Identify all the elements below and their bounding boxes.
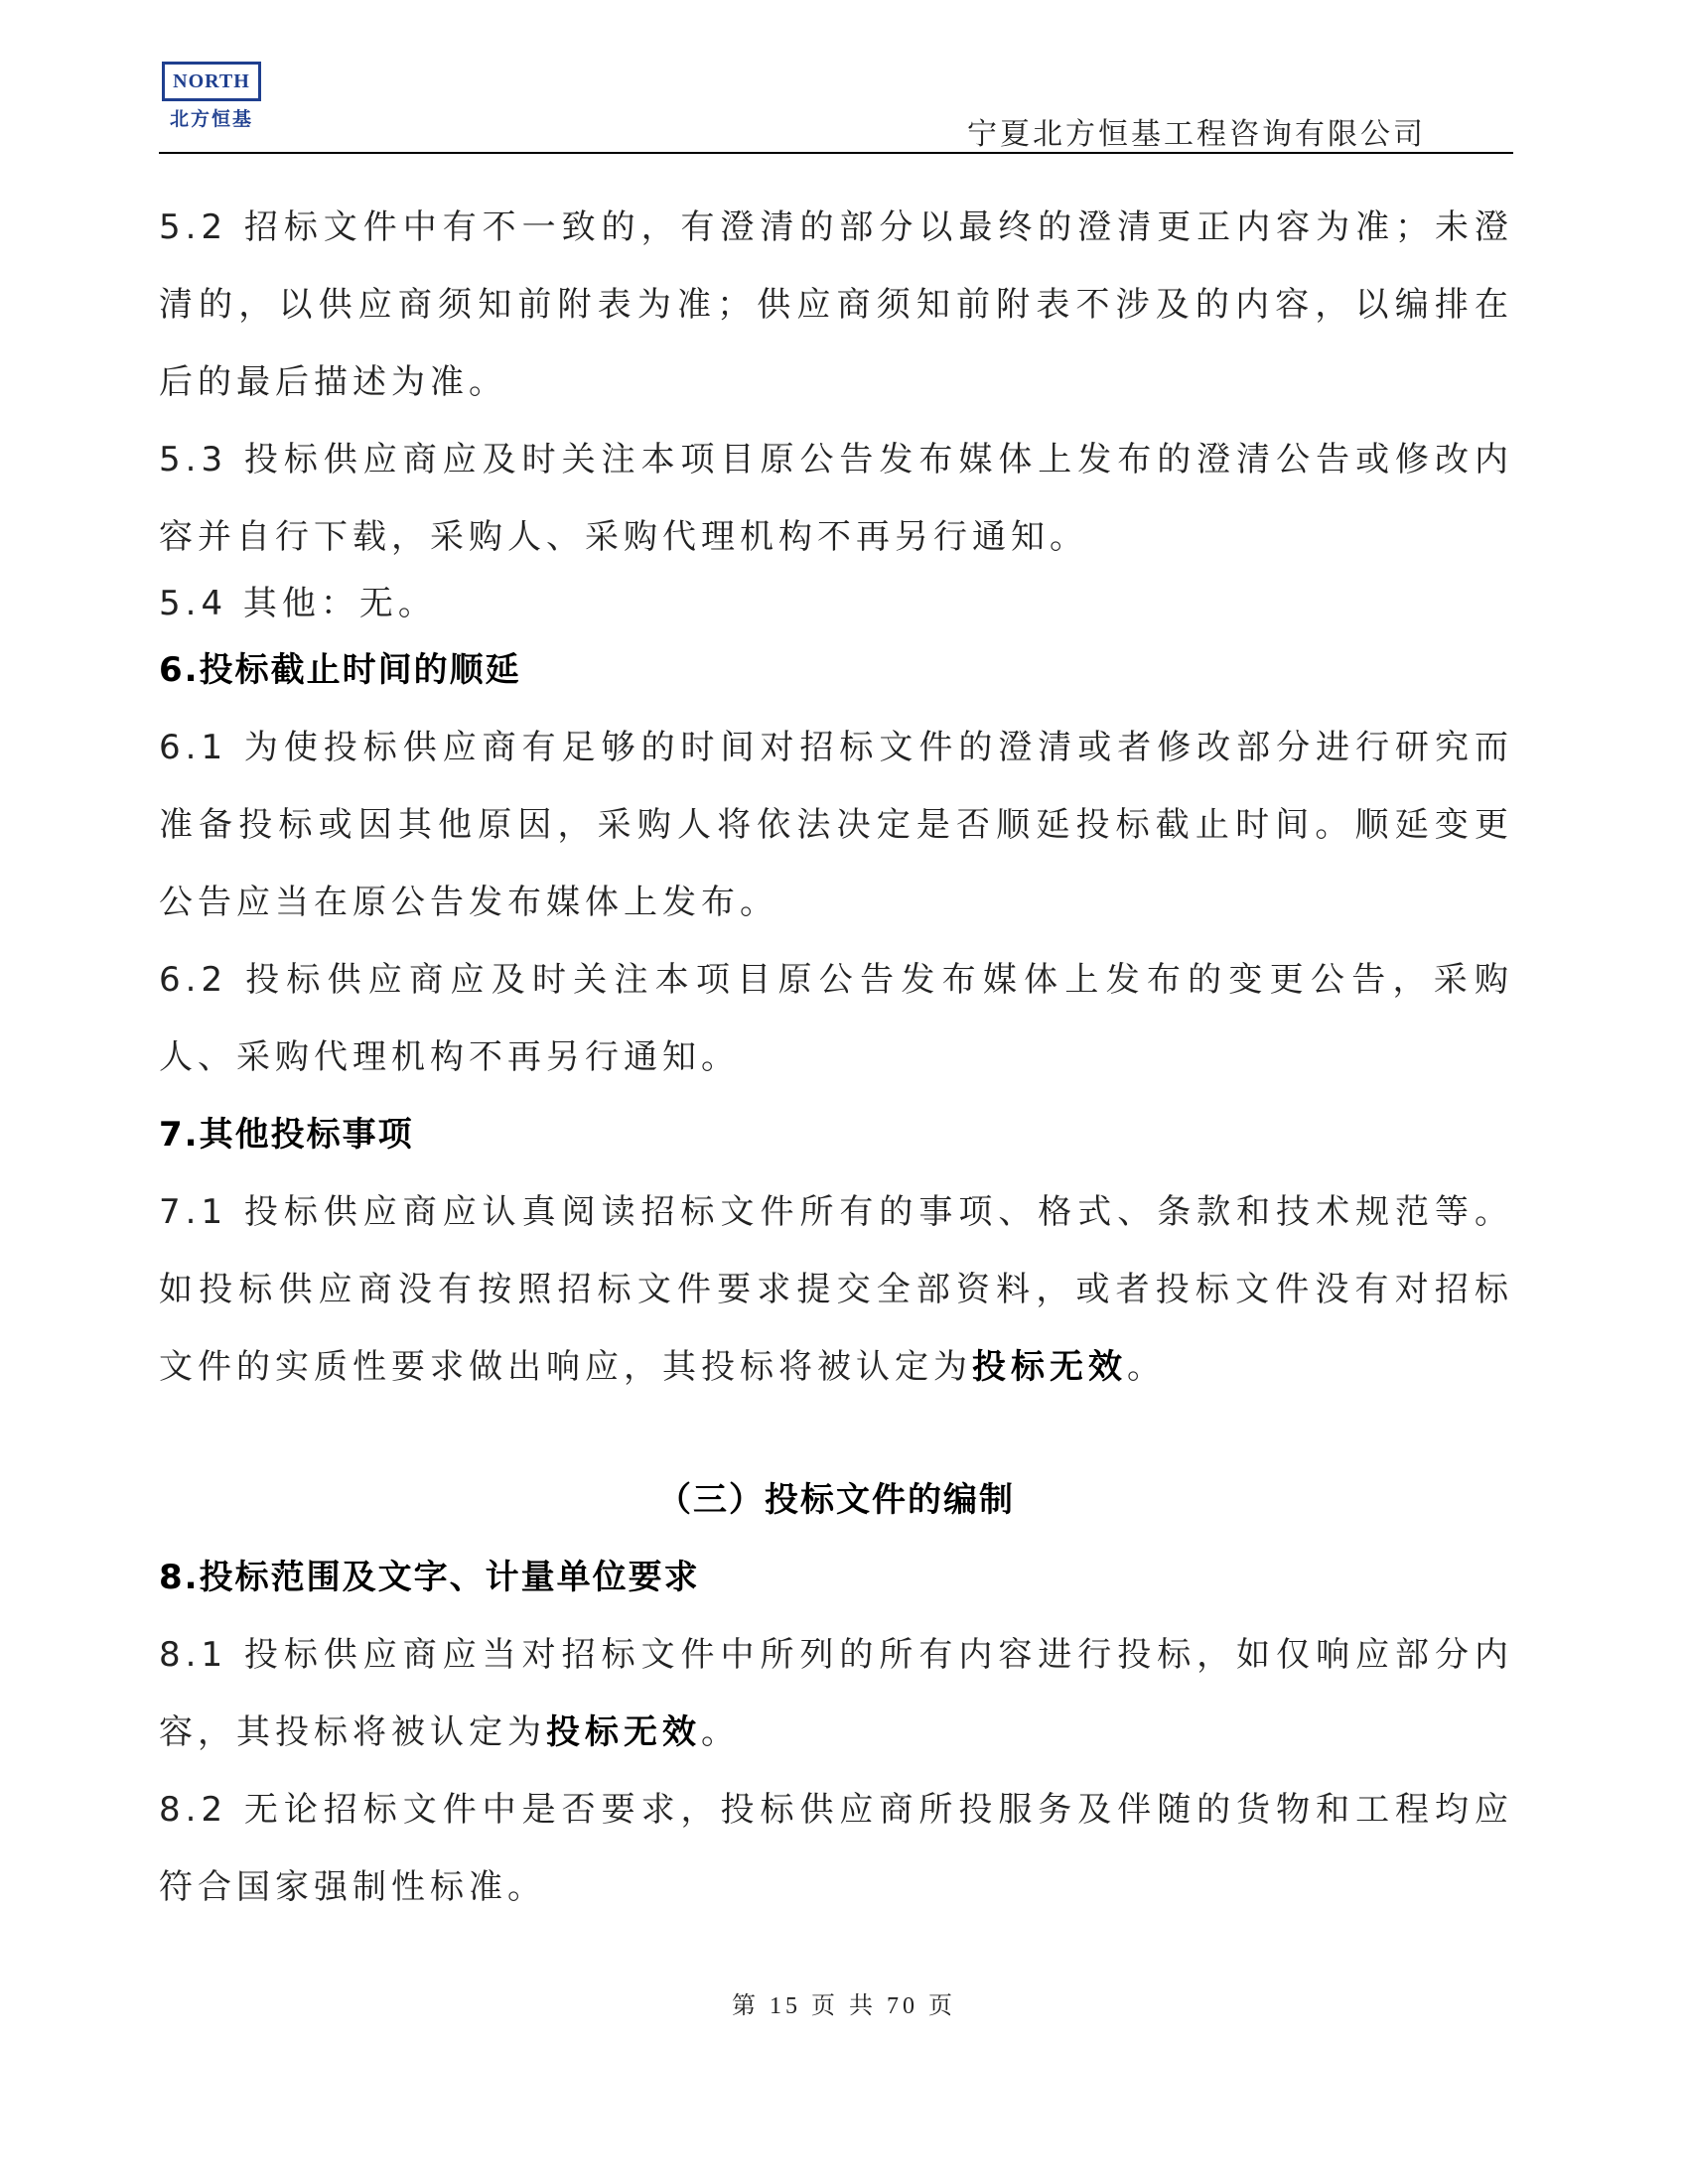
paragraph-6-1: 6.1 为使投标供应商有足够的时间对招标文件的澄清或者修改部分进行研究而准备投标或因其他原因，采购人将依法决定是否顺延投标截止时间。顺延变更公告应当在原公告发布媒体上发布。 — [159, 728, 1513, 922]
paragraph-5-2: 5.2 招标文件中有不一致的，有澄清的部分以最终的澄清更正内容为准；未澄清的，以供应商须知前附表为准；供应商须知前附表不涉及的内容，以编排在后的最后描述为准。 — [159, 207, 1513, 402]
paragraph-7-1 — [159, 1173, 1513, 1406]
paragraph-8-2: 8.2 无论招标文件中是否要求，投标供应商所投服务及伴随的货物和工程均应符合国家强制性标准。 — [159, 1790, 1513, 1907]
document-body — [159, 189, 1513, 1926]
paragraph-7-1-emphasis: 投标无效 — [972, 1347, 1127, 1387]
paragraph-5-3: 5.3 投标供应商应及时关注本项目原公告发布媒体上发布的澄清公告或修改内容并自行下载，采购人、采购代理机构不再另行通知。 — [159, 440, 1513, 557]
paragraph-5-4: 5.4 其他：无。 — [159, 584, 437, 623]
paragraph-6-2: 6.2 投标供应商应及时关注本项目原公告发布媒体上发布的变更公告，采购人、采购代理机构不再另行通知。 — [159, 960, 1513, 1077]
page-number: 第 15 页 共 70 页 — [732, 1993, 956, 2019]
company-name: 宁夏北方恒基工程咨询有限公司 — [967, 117, 1426, 152]
heading-7: 7.其他投标事项 — [159, 1115, 414, 1155]
logo-en: NORTH — [162, 62, 261, 101]
paragraph-8-1-emphasis: 投标无效 — [546, 1712, 701, 1752]
paragraph-7-1-text: 7.1 投标供应商应认真阅读招标文件所有的事项、格式、条款和技术规范等。如投标供应商没有按照招标文件要求提交全部资料，或者投标文件没有对招标文件的实质性要求做出响应，其投标将被认定为 — [159, 1192, 1513, 1387]
paragraph-8-1-end: 。 — [701, 1712, 740, 1752]
heading-6: 6.投标截止时间的顺延 — [159, 650, 521, 690]
company-logo — [162, 62, 261, 131]
header-divider — [159, 152, 1513, 154]
logo-cn: 北方恒基 — [169, 108, 253, 130]
paragraph-8-1-text: 8.1 投标供应商应当对招标文件中所列的所有内容进行投标，如仅响应部分内容，其投标将被认定为 — [159, 1635, 1513, 1752]
heading-8: 8.投标范围及文字、计量单位要求 — [159, 1558, 700, 1597]
paragraph-8-1 — [159, 1616, 1513, 1771]
paragraph-7-1-end: 。 — [1127, 1347, 1166, 1387]
section-title: （三）投标文件的编制 — [657, 1480, 1015, 1520]
